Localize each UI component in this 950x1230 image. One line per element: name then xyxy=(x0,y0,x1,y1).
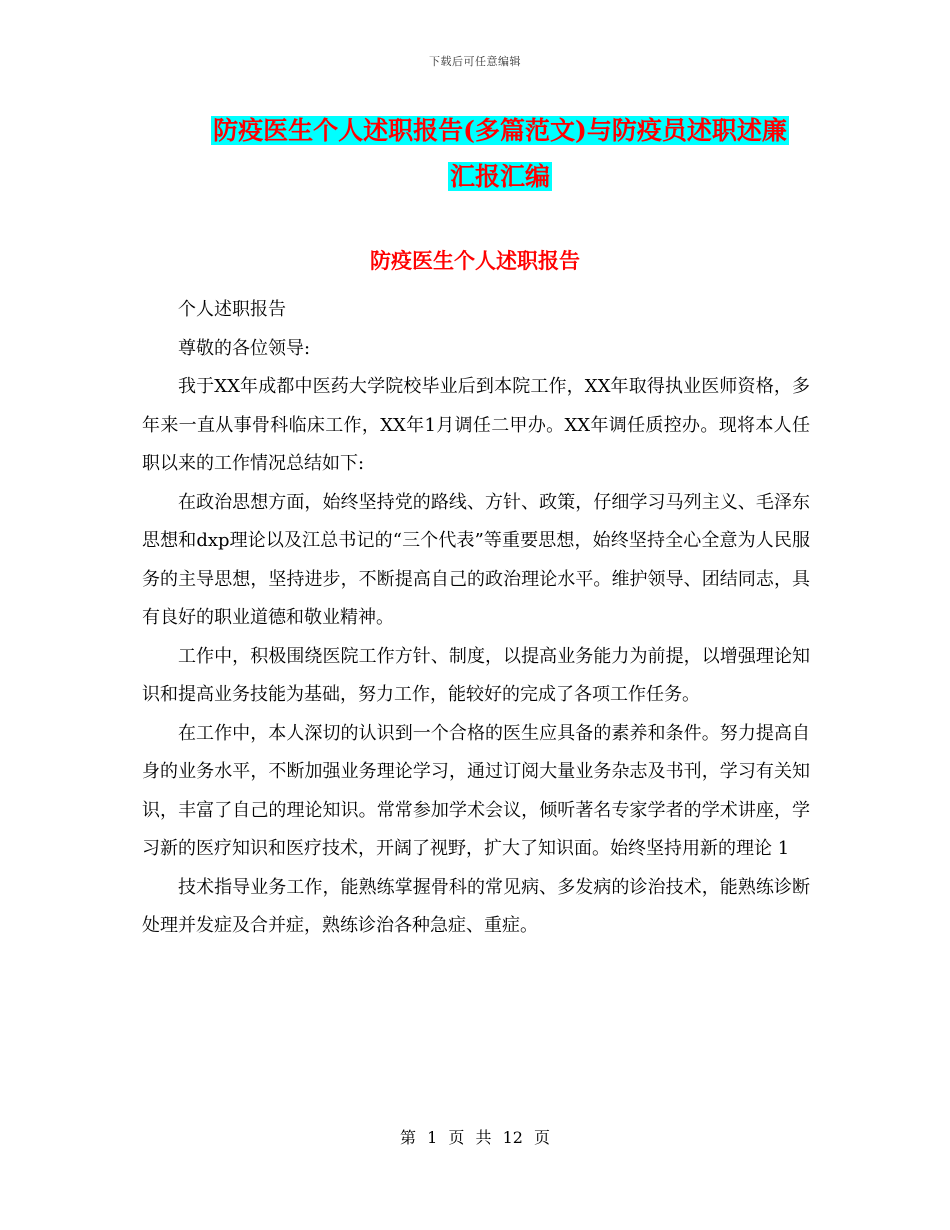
document-body xyxy=(142,291,810,946)
document-title-line-2: 汇报汇编 xyxy=(449,162,550,191)
footer-total-word: 共 xyxy=(475,1128,492,1147)
paragraph: 工作中，积极围绕医院工作方针、制度，以提高业务能力为前提，以增强理论知识和提高业务技能为基础，努力工作，能较好的完成了各项工作任务。 xyxy=(142,645,810,705)
footer-prefix: 第 xyxy=(399,1128,416,1147)
footer-suffix: 页 xyxy=(534,1128,551,1147)
paragraph-salutation: 尊敬的各位领导: xyxy=(178,337,311,359)
section-title: 防疫医生个人述职报告 xyxy=(370,248,580,273)
paragraph: 在工作中，本人深切的认识到一个合格的医生应具备的素养和条件。努力提高自身的业务水平，不断加强业务理论学习，通过订阅大量业务杂志及书刊，学习有关知识，丰富了自己的理论知识。常常参加学术会议，倾听著名专家学者的学术讲座，学习新的医疗知识和医疗技术，开阔了视野，扩大了知识面。始终坚持用新的理论 1 xyxy=(142,722,810,859)
paragraph: 我于XX年成都中医药大学院校毕业后到本院工作，XX年取得执业医师资格，多年来一直从事骨科临床工作，XX年1月调任二甲办。XX年调任质控办。现将本人任职以来的工作情况总结如下: xyxy=(142,376,810,474)
footer-total-pages: 12 xyxy=(502,1128,523,1147)
paragraph: 技术指导业务工作，能熟练掌握骨科的常见病、多发病的诊治技术，能熟练诊断处理并发症及合并症，熟练诊治各种急症、重症。 xyxy=(142,876,810,936)
page-footer xyxy=(0,1125,950,1148)
header-note: 下载后可任意编辑 xyxy=(429,55,521,68)
paragraph-heading: 个人述职报告 xyxy=(178,299,286,320)
document-title-line-1: 防疫医生个人述职报告(多篇范文)与防疫员述职述廉 xyxy=(213,116,787,145)
footer-page-word: 页 xyxy=(448,1128,465,1147)
footer-page-number: 1 xyxy=(427,1128,438,1147)
paragraph: 在政治思想方面，始终坚持党的路线、方针、政策，仔细学习马列主义、毛泽东思想和dxp理论以及江总书记的“三个代表”等重要思想，始终坚持全心全意为人民服务的主导思想，坚持进步，不断提高自己的政治理论水平。维护领导、团结同志，具有良好的职业道德和敬业精神。 xyxy=(142,491,810,628)
document-title xyxy=(140,108,860,200)
